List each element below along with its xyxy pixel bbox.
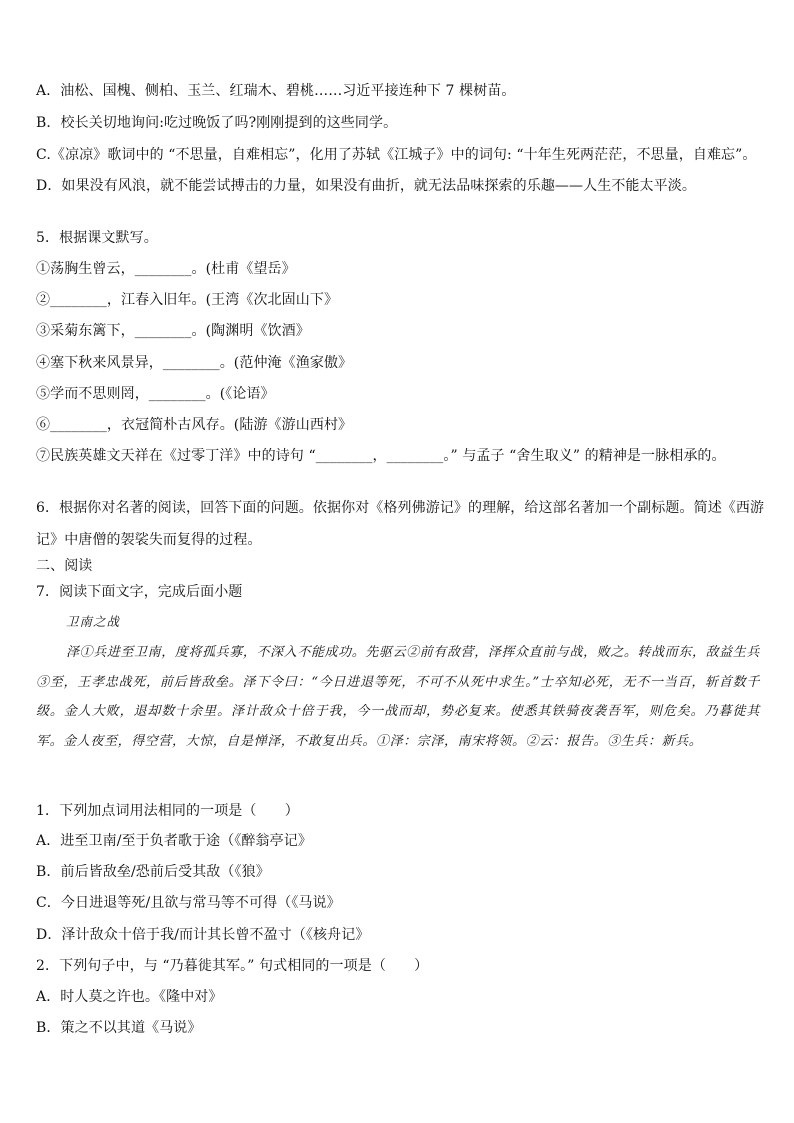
q6-line-2: 记》中唐僧的袈裟失而复得的过程。 xyxy=(36,532,262,548)
q6-line-1: 6．根据你对名著的阅读，回答下面的问题。依据你对《格列佛游记》的理解，给这部名著加一个副标题。简述《西游 xyxy=(36,500,765,516)
q5-item-3: ③采菊东篱下，________。(陶渊明《饮酒》 xyxy=(36,323,310,339)
q5-item-4: ④塞下秋来风景异，________。(范仲淹《渔家傲》 xyxy=(36,355,353,371)
sub2-option-a: A．时人莫之许也。《隆中对》 xyxy=(36,989,223,1005)
sub2-option-b: B．策之不以其道《马说》 xyxy=(36,1020,202,1036)
sub2-title: 2．下列句子中，与 “乃暮徙其军。” 句式相同的一项是（ ） xyxy=(36,958,429,974)
sub1-option-a: A．进至卫南/至于负者歌于途（《醉翁亭记》 xyxy=(36,833,312,849)
q4-option-b: B．校长关切地询问:吃过晚饭了吗?刚刚提到的这些同学。 xyxy=(36,115,398,131)
sub1-option-c: C．今日进退等死/且欲与常马等不可得（《马说》 xyxy=(36,895,341,911)
q4-option-c: C.《凉凉》歌词中的 “不思量，自难相忘”，化用了苏轼《江城子》中的词句: “十年生死两茫茫，不思量，自难忘”。 xyxy=(36,147,757,163)
q5-title: 5．根据课文默写。 xyxy=(36,230,158,246)
q5-item-2: ②________，江春入旧年。(王湾《次北固山下》 xyxy=(36,292,339,308)
q4-option-d: D．如果没有风浪，就不能尝试搏击的力量，如果没有曲折，就无法品味探索的乐趣——人生不能太平淡。 xyxy=(36,178,696,194)
q5-item-6: ⑥________，衣冠简朴古风存。(陆游《游山西村》 xyxy=(36,417,353,433)
q7-title: 7．阅读下面文字，完成后面小题 xyxy=(36,584,243,600)
q5-item-1: ①荡胸生曾云，________。(杜甫《望岳》 xyxy=(36,261,296,277)
q4-option-a: A．油松、国槐、侧柏、玉兰、红瑞木、碧桃……习近平接连种下 7 棵树苗。 xyxy=(36,83,516,99)
sub1-option-d: D．泽计敌众十倍于我/而计其长曾不盈寸（《核舟记》 xyxy=(36,927,370,943)
sub1-title: 1．下列加点词用法相同的一项是（ ） xyxy=(36,803,299,819)
sub1-option-b: B．前后皆敌垒/恐前后受其敌（《狼》 xyxy=(36,864,270,880)
section-heading-reading: 二、阅读 xyxy=(36,558,93,574)
passage-title: 卫南之战 xyxy=(66,614,121,629)
q5-item-7: ⑦民族英雄文天祥在《过零丁洋》中的诗句 “________，________。” 与孟子 “舍生取义” 的精神是一脉相承的。 xyxy=(36,448,726,464)
q5-item-5: ⑤学而不思则罔，________。(《论语》 xyxy=(36,386,275,402)
classical-passage: 泽①兵进至卫南，度将孤兵寡，不深入不能成功。先驱云②前有敌营，泽挥众直前与战，败之。转战而东，敌益生兵③至，王孝忠战死，前后皆敌垒。泽下令曰：“今日进退等死，不可不从死中求生。”士卒知必死，无不一当百，斩首数千级。金人大败，退却数十余里。泽计敌众十倍于我，今一战而却，势必复来。使悉其铁骑夜袭吾军，则危矣。乃暮徙其军。金人夜至，得空营，大惊，自是惮泽，不敢复出兵。①泽：宗泽，南宋将领。②云：报告。③生兵：新兵。 xyxy=(36,645,760,749)
